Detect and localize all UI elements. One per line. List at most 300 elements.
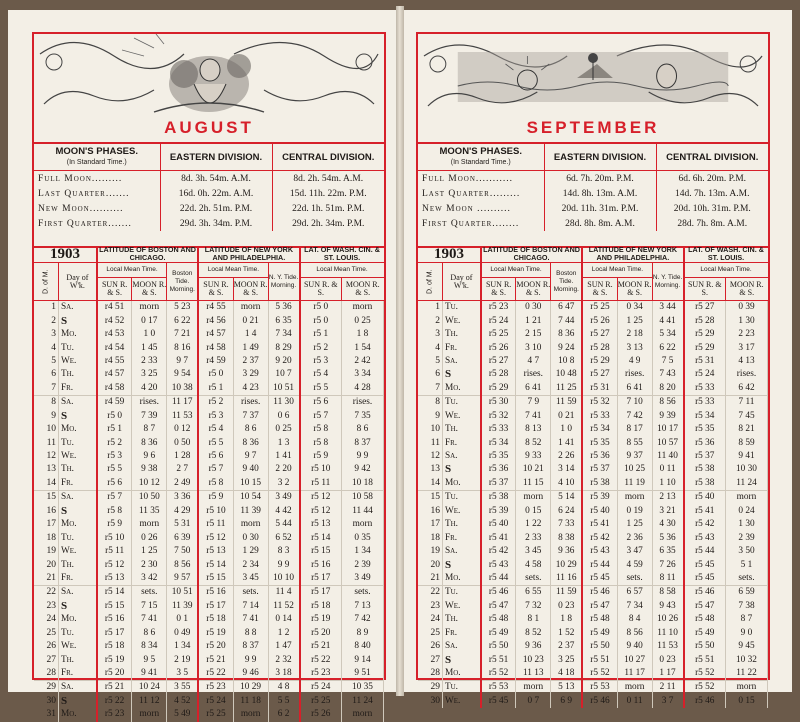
boston-tide: 5 23 [167,301,198,315]
ny-moon: sets. [617,572,652,586]
day-of-week: S [58,505,96,518]
wash-moon: 9 42 [341,463,383,476]
ny-sun: r5 6 [198,450,233,463]
boston-tide: 7 44 [551,314,582,327]
page-september [404,10,792,706]
moon-header: MOON R. & S. [233,278,268,301]
boston-sun: r5 40 [481,518,516,531]
ny-moon: 7 37 [233,410,268,423]
phase-central: 29d. 2h. 34m. P.M. [292,218,365,229]
ny-sun: r5 14 [198,558,233,571]
boston-sun: r5 48 [481,613,516,626]
ny-moon: 1 25 [617,314,652,327]
wash-sun: r5 21 [300,640,342,653]
boston-sun: r5 8 [97,505,132,518]
table-row [418,558,768,571]
table-row [34,613,384,626]
day-of-month: 11 [418,436,442,449]
table-row [418,640,768,653]
ny-tide: 7 43 [652,368,683,381]
boston-moon: 4 7 [516,355,551,368]
day-of-week: We. [442,410,480,423]
day-of-week: We. [58,355,96,368]
boston-sun: r5 18 [97,640,132,653]
boston-moon: 6 55 [516,586,551,600]
boston-sun: r5 49 [481,627,516,640]
day-of-week: Tu. [58,341,96,354]
boston-moon: 0 26 [132,531,167,544]
ny-moon: morn [233,518,268,531]
wash-moon: 3 50 [725,545,767,558]
table-row [418,382,768,396]
ny-moon: 0 11 [617,695,652,708]
phase-row [418,201,768,216]
ny-sun: r5 27 [582,328,617,341]
day-of-week: Tu. [442,396,480,410]
boston-moon: 9 41 [132,667,167,681]
day-of-week: Fr. [58,572,96,586]
wash-moon: 3 34 [341,368,383,381]
boston-sun: r4 55 [97,355,132,368]
ny-tide: 6 22 [652,341,683,354]
boston-sun: r5 21 [97,681,132,695]
wash-moon: 2 42 [341,355,383,368]
ny-sun: r5 34 [582,423,617,436]
phase-central: 15d. 11h. 22m. P.M. [289,188,367,199]
phase-name: New Moon .......... [418,201,544,216]
day-of-week: Tu. [442,681,480,695]
ny-moon: 11 39 [233,505,268,518]
wash-sun: r5 34 [684,410,726,423]
central-division: CENTRAL DIVISION. [656,144,768,171]
ny-tide: 8 20 [652,382,683,396]
wash-moon: 7 38 [725,600,767,613]
central-division: CENTRAL DIVISION. [272,144,384,171]
boston-moon: 7 39 [132,410,167,423]
boston-sun: r5 53 [481,681,516,695]
ny-sun: r5 27 [582,368,617,381]
ny-sun: r5 19 [198,627,233,640]
boston-sun: r5 33 [481,423,516,436]
wash-moon: 2 39 [341,558,383,571]
dom-header: D. of M. [34,263,58,301]
table-row [418,695,768,708]
phase-central: 8d. 2h. 54m. A.M. [293,173,364,184]
boston-moon: 7 15 [132,600,167,613]
day-of-month: 7 [34,382,58,396]
table-row [418,314,768,327]
day-of-week: Th. [58,463,96,476]
day-of-month: 2 [34,314,58,327]
day-of-month: 20 [34,558,58,571]
day-of-month: 22 [34,586,58,600]
wash-sun: r5 12 [300,491,342,505]
day-of-week: Tu. [58,531,96,544]
boston-tide: 5 49 [167,708,198,721]
boston-sun: r5 20 [97,667,132,681]
wash-sun: r5 20 [300,627,342,640]
table-row [34,600,384,613]
ny-tide: 10 10 [268,572,299,586]
boston-moon: sets. [132,586,167,600]
day-of-week: We. [58,450,96,463]
local-mean: Local Mean Time. [97,263,167,278]
boston-tide: 5 14 [551,491,582,505]
ny-moon: 4 9 [617,355,652,368]
boston-moon: 11 15 [516,477,551,491]
ny-tide: 5 34 [652,328,683,341]
wash-sun: r5 25 [300,695,342,708]
ny-sun: r5 35 [582,436,617,449]
boston-sun: r5 6 [97,477,132,491]
boston-moon: 11 13 [516,667,551,681]
boston-tide: 3 14 [551,463,582,476]
ny-tide: 0 11 [652,463,683,476]
wash-moon: 7 45 [725,410,767,423]
phases-label: MOON'S PHASES. [439,146,522,157]
boston-sun: r5 12 [97,558,132,571]
wash-sun: r5 44 [684,545,726,558]
wash-moon: 8 6 [341,423,383,436]
wash-sun: r5 23 [300,667,342,681]
day-of-month: 15 [34,491,58,505]
boston-moon: 3 10 [516,341,551,354]
boston-tide: 2 49 [167,477,198,491]
day-of-month: 1 [34,301,58,315]
boston-tide: 6 39 [167,531,198,544]
boston-sun: r5 0 [97,410,132,423]
day-of-month: 10 [418,423,442,436]
boston-sun: r5 44 [481,572,516,586]
boston-moon: 8 34 [132,640,167,653]
ny-moon: 0 21 [233,314,268,327]
ny-sun: r4 57 [198,328,233,341]
ny-tide: 7 34 [268,328,299,341]
boston-tide: 4 10 [551,477,582,491]
wash-moon: 10 35 [341,681,383,695]
day-of-week: Tu. [442,586,480,600]
ny-tide: 10 51 [268,382,299,396]
ny-tide: N. Y. Tide. Morning. [268,263,299,301]
wash-moon: 4 13 [725,355,767,368]
day-of-week: We. [442,314,480,327]
day-of-month: 3 [418,328,442,341]
wash-sun: r5 36 [684,436,726,449]
ny-tide: 3 21 [652,505,683,518]
day-of-month: 27 [34,653,58,666]
boston-moon: 10 24 [132,681,167,695]
boston-moon: 1 22 [516,518,551,531]
boston-sun: r5 16 [97,613,132,626]
day-of-month: 9 [34,410,58,423]
sun-moon-table [418,245,768,706]
day-of-week: S [442,653,480,666]
boston-sun: r5 7 [97,491,132,505]
wash-moon: 10 30 [725,463,767,476]
boston-moon: 10 23 [516,653,551,666]
day-of-week: Th. [442,613,480,626]
ny-moon: 0 34 [617,301,652,315]
ny-sun: r5 15 [198,572,233,586]
boston-moon: 8 52 [516,627,551,640]
boston-moon: 2 30 [132,558,167,571]
boston-sun: r5 42 [481,545,516,558]
phase-row [34,201,384,216]
boston-tide: 1 8 [551,613,582,626]
table-row [418,667,768,681]
boston-tide: 2 19 [167,653,198,666]
table-row [34,586,384,600]
ny-sun: r4 55 [198,301,233,315]
ny-moon: morn [233,708,268,721]
day-of-week: Sa. [58,396,96,410]
ny-sun: r5 13 [198,545,233,558]
dow-header: Day of W'k. [58,263,96,301]
day-of-week: Sa. [442,640,480,653]
lat-boston: LATITUDE OF BOSTON AND CHICAGO. [481,246,582,263]
wash-sun: r5 28 [684,314,726,327]
wash-sun: r5 15 [300,545,342,558]
wash-sun: r5 46 [684,695,726,708]
table-row [34,518,384,531]
boston-tide: 6 24 [551,505,582,518]
wash-sun: r5 8 [300,436,342,449]
ny-sun: r4 56 [198,314,233,327]
ny-moon: 1 25 [617,518,652,531]
ny-sun: r5 49 [582,627,617,640]
boston-moon: 11 12 [132,695,167,708]
lat-newyork: LATITUDE OF NEW YORK AND PHILADELPHIA. [198,246,299,263]
boston-sun: r5 24 [481,314,516,327]
ny-tide: 11 52 [268,600,299,613]
boston-moon: 8 6 [132,627,167,640]
boston-sun: r5 50 [481,640,516,653]
table-row [34,653,384,666]
table-row [34,423,384,436]
phase-eastern: 14d. 8h. 13m. A.M. [544,186,656,201]
boston-moon: 10 12 [132,477,167,491]
wash-sun: r5 17 [300,572,342,586]
ny-sun: r4 59 [198,355,233,368]
ny-moon: 8 17 [617,423,652,436]
sea-illustration [418,34,768,130]
ny-moon: 7 41 [233,613,268,626]
phase-central: 14d. 7h. 13m. A.M. [675,188,750,199]
ny-moon: 3 45 [233,572,268,586]
table-row [34,396,384,410]
wash-sun: r5 33 [684,396,726,410]
moon-header: MOON R. & S. [516,278,551,301]
boston-moon: 1 25 [132,545,167,558]
table-row [34,681,384,695]
phase-row [34,186,384,201]
day-of-month: 30 [418,695,442,708]
boston-tide: 10 38 [167,382,198,396]
ny-moon: 2 36 [617,531,652,544]
table-row [34,436,384,449]
day-of-month: 8 [418,396,442,410]
wash-sun: r5 29 [684,328,726,341]
phase-central: 28d. 7h. 8m. A.M. [677,218,748,229]
moon-header: MOON R. & S. [132,278,167,301]
boston-moon: 9 36 [516,640,551,653]
boston-sun: r5 41 [481,531,516,544]
day-of-week: Th. [58,368,96,381]
wash-sun: r5 37 [684,450,726,463]
wash-sun: r5 27 [684,301,726,315]
boston-moon: rises. [132,396,167,410]
boston-moon: 3 25 [132,368,167,381]
boston-tide: 0 23 [551,600,582,613]
boston-tide: 3 25 [551,653,582,666]
table-row [34,545,384,558]
wash-moon: 10 32 [725,653,767,666]
day-of-month: 21 [34,572,58,586]
table-row [34,382,384,396]
ny-moon: 4 59 [617,558,652,571]
ny-sun: r5 2 [198,396,233,410]
boston-sun: r5 19 [97,653,132,666]
ny-sun: r5 42 [582,531,617,544]
ny-sun: r5 22 [198,667,233,681]
day-of-week: Mo. [442,572,480,586]
boston-sun: r5 29 [481,382,516,396]
boston-tide: 0 12 [167,423,198,436]
boston-tide: 11 16 [551,572,582,586]
day-of-month: 5 [418,355,442,368]
table-row [34,708,384,721]
wash-moon: morn [341,301,383,315]
ny-moon: 9 9 [233,653,268,666]
wash-moon: 11 24 [341,695,383,708]
ny-sun: r5 25 [198,708,233,721]
day-of-month: 1 [418,301,442,315]
ny-sun: r5 8 [198,477,233,491]
day-of-month: 19 [418,545,442,558]
wash-sun: r5 10 [300,463,342,476]
day-of-week: Sa. [58,301,96,315]
table-row [34,355,384,368]
ny-sun: r5 7 [198,463,233,476]
boston-sun: r4 54 [97,341,132,354]
phase-row [34,216,384,231]
boston-moon: 9 6 [132,450,167,463]
wash-sun: r5 24 [300,681,342,695]
ny-sun: r5 17 [198,600,233,613]
table-row [418,545,768,558]
phase-name: Full Moon........... [418,171,544,187]
day-of-month: 12 [418,450,442,463]
wash-moon: 1 30 [725,518,767,531]
ny-sun: r5 40 [582,505,617,518]
day-of-month: 4 [34,341,58,354]
phase-row [34,171,384,187]
ny-tide: 3 49 [268,491,299,505]
boston-moon: 9 33 [516,450,551,463]
phase-row [418,216,768,231]
phase-name: First Quarter........ [418,216,544,231]
ny-sun: r5 24 [198,695,233,708]
ny-moon: 3 29 [233,368,268,381]
phase-name: Full Moon......... [34,171,160,187]
ny-moon: 3 47 [617,545,652,558]
ny-moon: 6 57 [617,586,652,600]
phase-name: Last Quarter......... [418,186,544,201]
ny-sun: r5 45 [582,572,617,586]
day-of-month: 9 [418,410,442,423]
day-of-week: Tu. [442,301,480,315]
day-of-month: 16 [34,505,58,518]
boston-tide: 11 53 [167,410,198,423]
boston-moon: 4 20 [132,382,167,396]
wash-sun: r5 0 [300,301,342,315]
wash-moon: 9 45 [725,640,767,653]
boston-sun: r5 13 [97,572,132,586]
wash-moon: 4 28 [341,382,383,396]
ny-sun: r5 33 [582,410,617,423]
wash-sun: r5 49 [684,627,726,640]
wash-moon: morn [725,491,767,505]
table-row [34,450,384,463]
ny-tide: N. Y. Tide. Morning. [652,263,683,301]
boston-tide: 8 38 [551,531,582,544]
boston-sun: r5 45 [481,695,516,708]
table-row [34,341,384,354]
ny-sun: r5 41 [582,518,617,531]
day-of-week: Mo. [442,667,480,681]
wash-sun: r5 7 [300,410,342,423]
boston-moon: 2 33 [516,531,551,544]
ny-sun: r5 50 [582,640,617,653]
wash-sun: r5 51 [684,653,726,666]
boston-tide: 10 48 [551,368,582,381]
boston-tide: 4 29 [167,505,198,518]
ny-moon: 0 19 [617,505,652,518]
wash-sun: r5 41 [684,505,726,518]
boston-moon: morn [516,491,551,505]
wash-moon: sets. [725,572,767,586]
boston-moon: 1 21 [516,314,551,327]
wash-sun: r5 13 [300,518,342,531]
boston-tide: 1 41 [551,436,582,449]
ny-tide: 4 41 [652,314,683,327]
red-frame [32,32,386,720]
month-title: SEPTEMBER [526,118,660,137]
day-of-week: We. [442,600,480,613]
day-of-month: 26 [34,640,58,653]
phases-sub: (In Standard Time.) [450,159,511,166]
year: 1903 [418,246,481,263]
day-of-month: 18 [418,531,442,544]
boston-tide: 9 57 [167,572,198,586]
boston-sun: r5 15 [97,600,132,613]
boston-tide: 10 8 [551,355,582,368]
table-row [34,695,384,708]
boston-sun: r5 36 [481,463,516,476]
day-of-week: Th. [58,558,96,571]
table-row [34,368,384,381]
ny-sun: r5 53 [582,681,617,695]
ny-sun: r5 9 [198,491,233,505]
table-row [418,436,768,449]
ny-sun: r5 20 [198,640,233,653]
wash-sun: r5 0 [300,314,342,327]
boston-sun: r5 1 [97,423,132,436]
ny-moon: 0 30 [233,531,268,544]
wash-moon: 9 9 [341,450,383,463]
boston-sun: r5 27 [481,355,516,368]
ny-moon: 11 19 [617,477,652,491]
